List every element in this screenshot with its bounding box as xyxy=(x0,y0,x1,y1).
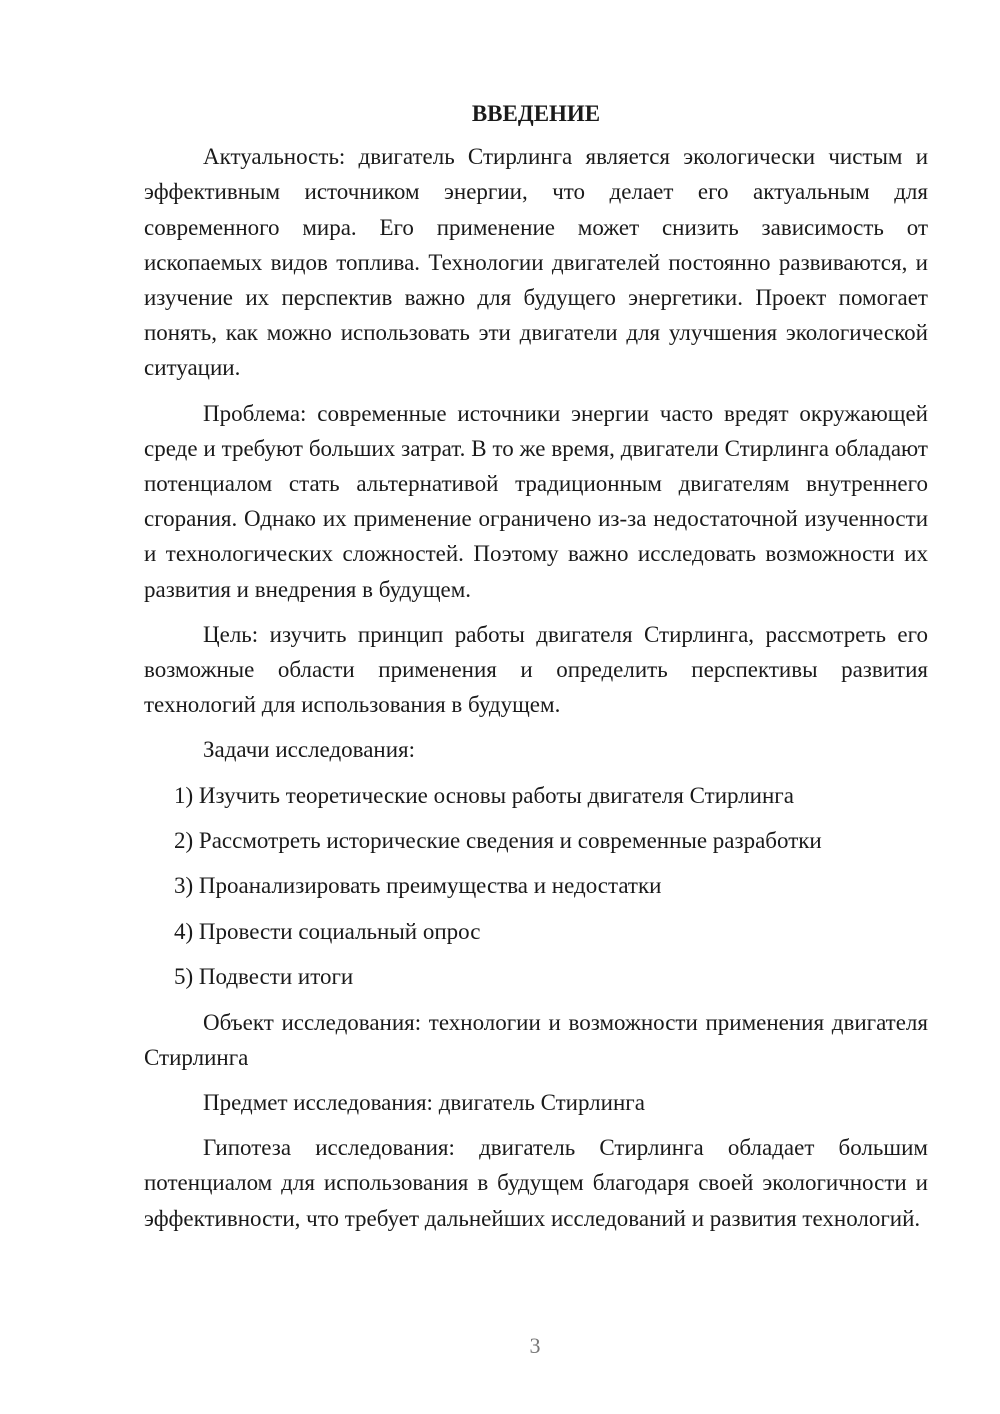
task-item: 1) Изучить теоретические основы работы двигателя Стирлинга xyxy=(174,782,794,808)
tasks-heading: Задачи исследования: xyxy=(203,737,416,763)
task-item: 5) Подвести итоги xyxy=(174,964,354,990)
hypothesis-paragraph: Гипотеза исследования: двигатель Стирлинга обладает большим потенциалом для использования в будущем благодаря своей экологичности и эффективности, что требует дальнейших исследований и развития технологий. xyxy=(144,1135,928,1231)
task-item: 3) Проанализировать преимущества и недостатки xyxy=(174,873,662,899)
page-number: 3 xyxy=(529,1333,541,1358)
object-paragraph: Объект исследования: технологии и возможности применения двигателя Стирлинга xyxy=(144,1009,928,1070)
goal-paragraph: Цель: изучить принцип работы двигателя Стирлинга, рассмотреть его возможные области применения и определить перспективы развития технологий для использования в будущем. xyxy=(144,621,928,718)
document-body xyxy=(144,96,928,1246)
relevance-paragraph: Актуальность: двигатель Стирлинга является экологически чистым и эффективным источником энергии, что делает его актуальным для современного мира. Его применение может снизить зависимость от ископаемых видов топлива. Технологии двигателей постоянно развиваются, и изучение их перспектив важно для будущего энергетики. Проект помогает понять, как можно использовать эти двигатели для улучшения экологической ситуации. xyxy=(144,144,928,381)
tasks-list xyxy=(144,778,928,995)
task-item: 4) Провести социальный опрос xyxy=(174,918,481,944)
page-title: ВВЕДЕНИЕ xyxy=(471,101,601,126)
problem-paragraph: Проблема: современные источники энергии часто вредят окружающей среде и требуют больших затрат. В то же время, двигатели Стирлинга обладают потенциалом стать альтернативой традиционным двигателям внутреннего сгорания. Однако их применение ограничено из-за недостаточной изученности и технологических сложностей. Поэтому важно исследовать возможности их развития и внедрения в будущем. xyxy=(144,400,928,602)
task-item: 2) Рассмотреть исторические сведения и современные разработки xyxy=(174,828,822,854)
subject-paragraph: Предмет исследования: двигатель Стирлинга xyxy=(203,1090,645,1116)
